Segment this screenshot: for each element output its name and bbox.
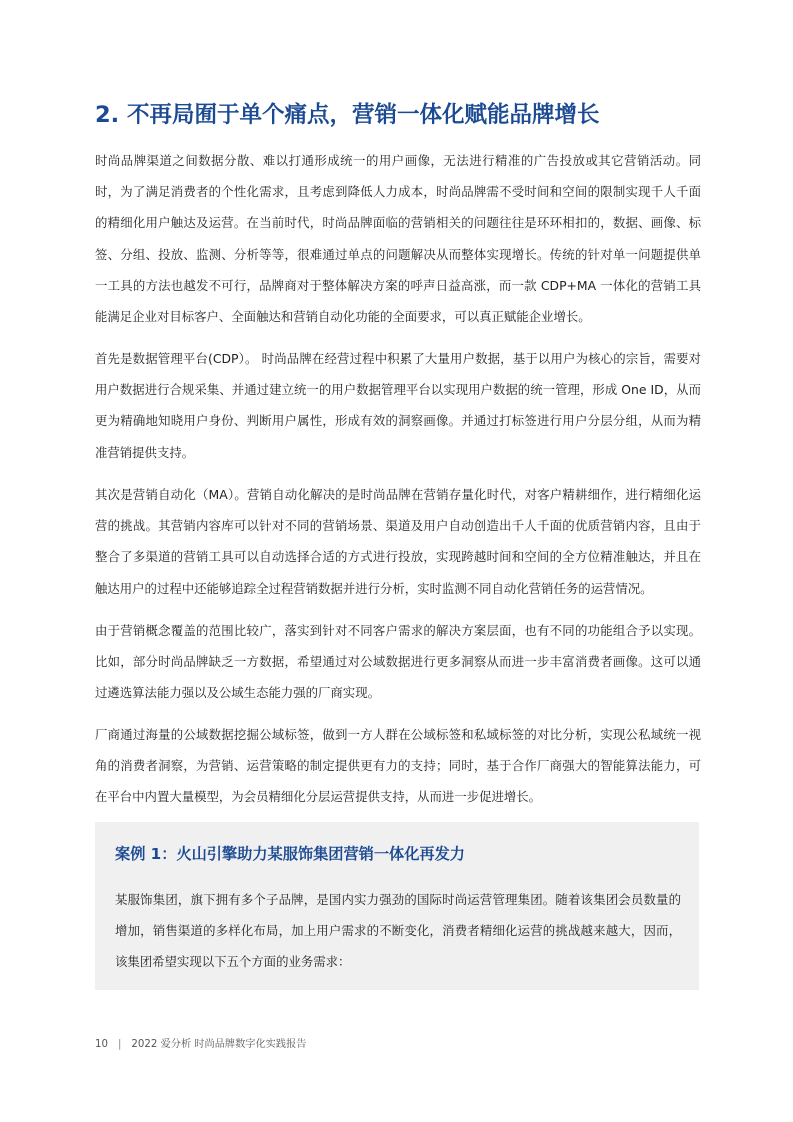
body-paragraph: 厂商通过海量的公域数据挖掘公域标签，做到一方人群在公域标签和私域标签的对比分析，实现公私域统一视角的消费者洞察，为营销、运营策略的制定提供更有力的支持；同时，基于合作厂商强大的智能算法能力，可在平台中内置大量模型，为会员精细化分层运营提供支持，从而进一步促进增长。	[95, 727, 701, 805]
footer-separator: |	[117, 1039, 122, 1050]
case-study-text: 某服饰集团，旗下拥有多个子品牌，是国内实力强劲的国际时尚运营管理集团。随着该集团会员数量的增加，销售渠道的多样化布局，加上用户需求的不断变化，消费者精细化运营的挑战越来越大，因而，该集团希望实现以下五个方面的业务需求：	[115, 892, 681, 970]
case-study-box	[95, 822, 699, 990]
case-study-title: 案例 1：火山引擎助力某服饰集团营销一体化再发力	[115, 845, 465, 863]
page-footer	[95, 1037, 306, 1053]
section-heading: 2. 不再局囿于单个痛点，营销一体化赋能品牌增长	[95, 102, 600, 128]
body-paragraph: 由于营销概念覆盖的范围比较广，落实到针对不同客户需求的解决方案层面，也有不同的功能组合予以实现。比如，部分时尚品牌缺乏一方数据，希望通过对公域数据进行更多洞察从而进一步丰富消费者画像。这可以通过遴选算法能力强以及公域生态能力强的厂商实现。	[95, 623, 701, 701]
report-name: 2022 爱分析 时尚品牌数字化实践报告	[131, 1039, 307, 1050]
page-number: 10	[95, 1039, 108, 1050]
body-paragraph: 时尚品牌渠道之间数据分散、难以打通形成统一的用户画像，无法进行精准的广告投放或其它营销活动。同时，为了满足消费者的个性化需求，且考虑到降低人力成本，时尚品牌需不受时间和空间的限制实现千人千面的精细化用户触达及运营。在当前时代，时尚品牌面临的营销相关的问题往往是环环相扣的，数据、画像、标签、分组、投放、监测、分析等等，很难通过单点的问题解决从而整体实现增长。传统的针对单一问题提供单一工具的方法也越发不可行，品牌商对于整体解决方案的呼声日益高涨，而一款 CDP+MA 一体化的营销工具能满足企业对目标客户、全面触达和营销自动化功能的全面要求，可以真正赋能企业增长。	[95, 153, 701, 325]
body-paragraph: 首先是数据管理平台(CDP）。 时尚品牌在经营过程中积累了大量用户数据，基于以用户为核心的宗旨，需要对用户数据进行合规采集、并通过建立统一的用户数据管理平台以实现用户数据的统一管理，形成 One ID，从而更为精确地知晓用户身份、判断用户属性，形成有效的洞察画像。并通过打标签进行用户分层分组，从而为精准营销提供支持。	[95, 351, 701, 460]
body-paragraph: 其次是营销自动化（MA）。营销自动化解决的是时尚品牌在营销存量化时代，对客户精耕细作，进行精细化运营的挑战。其营销内容库可以针对不同的营销场景、渠道及用户自动创造出千人千面的优质营销内容，且由于整合了多渠道的营销工具可以自动选择合适的方式进行投放，实现跨越时间和空间的全方位精准触达，并且在触达用户的过程中还能够追踪全过程营销数据并进行分析，实时监测不同自动化营销任务的运营情况。	[95, 487, 701, 596]
